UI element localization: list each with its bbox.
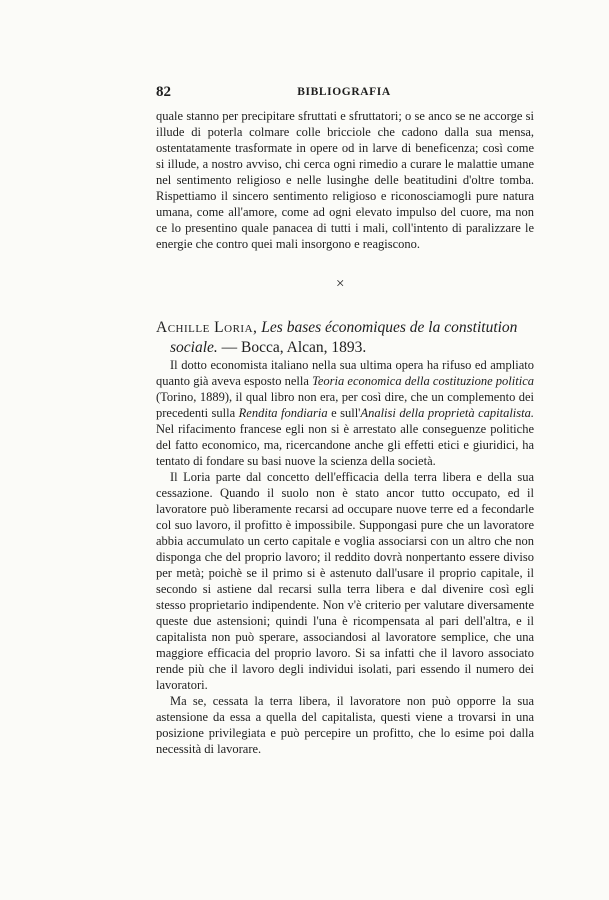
review-heading-second-line bbox=[156, 338, 534, 358]
review-heading bbox=[156, 318, 534, 358]
italic-work-title: Teoria economica della costituzione politica bbox=[312, 374, 534, 388]
running-head: BIBLIOGRAFIA bbox=[297, 86, 391, 98]
text-run: Il dotto economista italiano nella sua ultima opera ha rifuso ed ampliato quanto già aveva esposto nella bbox=[156, 358, 534, 388]
review-paragraph-2: Il Loria parte dal concetto dell'efficacia della terra libera e della sua cessazione. Quando il suolo non è stato ancor tutto occupato, ed il lavoratore può liberamente recarsi ad occupare nuove terre ed a fecondarle col suo lavoro, il profitto è impossibile. Suppongasi pure che un lavoratore abbia accumulato un certo capitale e voglia associarsi con un altro che non disponga che del proprio lavoro; il reddito dovrà nonpertanto essere diviso per metà; poichè se il primo si è astenuto dall'usare il proprio capitale, il secondo si astiene dal recarsi sulla terra libera e dal divenire così egli stesso proprietario indipendente. Non v'è criterio per valutare diversamente queste due astensioni; quindi l'una è ricompensata al pari dell'altra, e il capitalista non può sperare, associandosi al lavoratore semplice, che una maggiore efficacia del proprio lavoro. Si sa infatti che il lavoro associato rende più che il lavoro degli individui isolati, pari essendo il numero dei lavoratori. bbox=[156, 470, 534, 692]
review-title-line-2: sociale. bbox=[170, 339, 218, 356]
italic-work-title: Analisi della proprietà capitalista. bbox=[360, 406, 534, 420]
review-publisher: — Bocca, Alcan, 1893. bbox=[221, 339, 367, 356]
text-run: (Torino, 1889), il qual libro non era, per così dire, che un complemento dei precedenti sulla bbox=[156, 390, 534, 420]
review-paragraph-1 bbox=[156, 357, 534, 469]
review-body bbox=[156, 357, 534, 757]
italic-work-title: Rendita fondiaria bbox=[238, 406, 328, 420]
review-paragraph-3: Ma se, cessata la terra libera, il lavoratore non può opporre la sua astensione da essa a quella del capitalista, questi viene a trovarsi in una posizione privilegiata e può percepire un profitto, che lo esime poi dalla necessità di lavorare. bbox=[156, 694, 534, 756]
continuation-paragraph: quale stanno per precipitare sfruttati e sfruttatori; o se anco se ne accorge si illude di poterla colmare colle bricciole che cadono dalla sua mensa, ostentatamente trasformate in opere od in larve di beneficenza; così come si illude, a nostro avviso, chi cerca ogni rimedio a curare le malattie umane nel sentimento religioso e nelle lusinghe delle beatitudini d'oltre tomba. Rispettiamo il sincero sentimento religioso e riconosciamogli pure natura umana, come all'amore, come ad ogni elevato impulso del cuore, ma non ce lo presentino quale panacea di tutti i mali, coll'intento di paralizzare le energie che contro quei mali insorgono e reagiscono. bbox=[156, 109, 534, 251]
page-number: 82 bbox=[156, 84, 171, 100]
review-title-line-1: Les bases économiques de la constitution bbox=[261, 319, 518, 336]
review-author: Achille Loria, bbox=[156, 319, 258, 336]
text-run: Nel rifacimento francese egli non si è arrestato alle conseguenze politiche del fatto economico, ma, ricercandone anche gli effetti etici e giuridici, ha tentato di fondare su basi nuove la scienza della società. bbox=[156, 422, 534, 468]
section-separator-mark: × bbox=[336, 276, 345, 292]
text-run: e sull' bbox=[327, 406, 361, 420]
continuation-paragraph-block bbox=[156, 108, 534, 252]
page-header bbox=[152, 84, 536, 104]
